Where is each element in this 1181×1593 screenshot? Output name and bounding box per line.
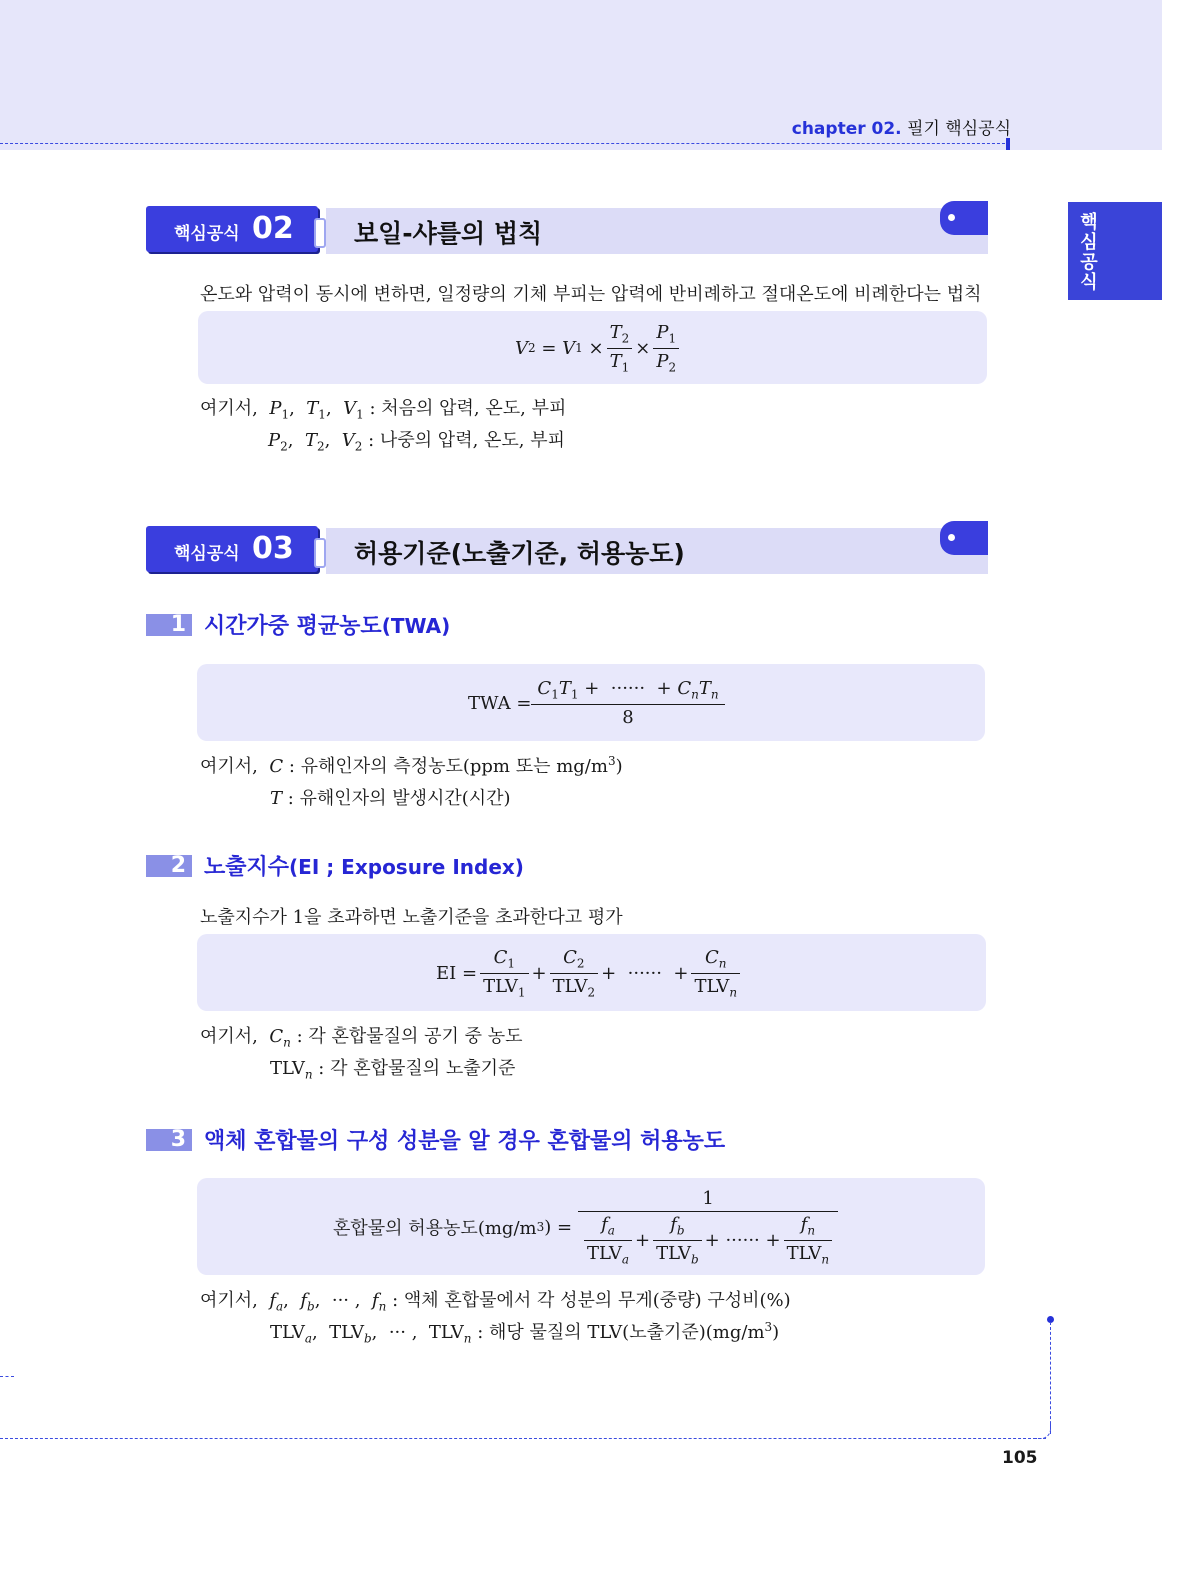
- side-index-tab[interactable]: [1068, 202, 1162, 300]
- footer-border-bottom: [0, 1438, 1046, 1439]
- bookmark-tab: [940, 521, 988, 555]
- chapter-label: chapter 02.: [791, 119, 902, 139]
- subsection-number-box: 1: [146, 614, 192, 636]
- ei-where-tlv: $TLV_n$ : 각 혼합물질의 노출기준: [270, 1058, 516, 1082]
- ei-description: 노출지수가 1을 초과하면 노출기준을 초과한다고 평가: [200, 907, 623, 928]
- footer-border-right: [1050, 1322, 1051, 1434]
- subsection-title: 액체 혼합물의 구성 성분을 알 경우 혼합물의 허용농도: [204, 1129, 726, 1154]
- section-badge: 핵심공식 03: [146, 526, 318, 572]
- boyle-charles-description: 온도와 압력이 동시에 변하면, 일정량의 기체 부피는 압력에 반비례하고 절대온도에 비례한다는 법칙: [200, 284, 982, 305]
- mixture-where-tlv: $TLV_a$, $TLV_b$, ··· , $TLV_n$ : 해당 물질의 TLV(노출기준)$(mg/m^3)$: [270, 1320, 780, 1346]
- section-title: 허용기준(노출기준, 허용농도): [354, 539, 685, 568]
- mixture-formula: 혼합물의 허용농도(mg/m 3 ) = 1 $\frac{f_a}{TLV_a}$ + $\frac{f_b}{TLV_b}$ + ······ + $\frac{f_n}{TLV_n}$: [333, 1186, 841, 1268]
- ei-formula: EI = $\frac{C_1}{TLV_1}$ + $\frac{C_2}{TLV_2}$ + ······ + $\frac{C_n}{TLV_n}$: [436, 945, 743, 1001]
- subsection-number-box: 3: [146, 1129, 192, 1151]
- twa-where-t: T : 유해인자의 발생시간(시간): [270, 788, 511, 809]
- binder-ring: [314, 538, 326, 568]
- subsection-title: 노출지수(EI ; Exposure Index): [204, 855, 524, 880]
- section-header-03: [146, 526, 988, 574]
- footer-border-corner: [1036, 1424, 1051, 1439]
- page-number: 105: [1002, 1448, 1038, 1468]
- subsection-number-box: 2: [146, 855, 192, 877]
- section-title: 보일-샤를의 법칙: [354, 219, 543, 248]
- where-final: $P_2$, $T_2$, $V_2$ : 나중의 압력, 온도, 부피: [268, 430, 566, 454]
- header-divider-tick: [1006, 138, 1010, 150]
- running-head: [792, 114, 1011, 139]
- header-divider: [0, 143, 1010, 144]
- binder-ring: [314, 218, 326, 248]
- section-header-02: [146, 206, 988, 254]
- bookmark-tab: [940, 201, 988, 235]
- subsection-title: 시간가중 평균농도(TWA): [204, 614, 451, 639]
- section-badge: 핵심공식 02: [146, 206, 318, 252]
- where-initial: 여기서, $P_1$, $T_1$, $V_1$ : 처음의 압력, 온도, 부피: [200, 398, 567, 422]
- twa-where-c: 여기서, C : 유해인자의 측정농도(ppm 또는 $mg/m^3$): [200, 754, 623, 777]
- boyle-charles-formula: V 2 = V 1 × $\frac{T_2}{T_1}$ × $\frac{P_1}{P_2}$: [515, 320, 682, 376]
- ei-where-c: 여기서, $C_n$ : 각 혼합물질의 공기 중 농도: [200, 1026, 523, 1050]
- twa-formula: TWA = $\frac{C_1T_1 + \cdot\cdot\cdot\cdot\cdot\cdot + C_nT_n}{8}$: [468, 676, 725, 730]
- margin-dash: [0, 1376, 14, 1377]
- side-index-label: 핵심공식: [1077, 212, 1098, 292]
- mixture-where-f: 여기서, $f_a$, $f_b$, ··· , $f_n$ : 액체 혼합물에서 각 성분의 무게(중량) 구성비(%): [200, 1290, 791, 1314]
- chapter-title: 필기 핵심공식: [907, 119, 1011, 139]
